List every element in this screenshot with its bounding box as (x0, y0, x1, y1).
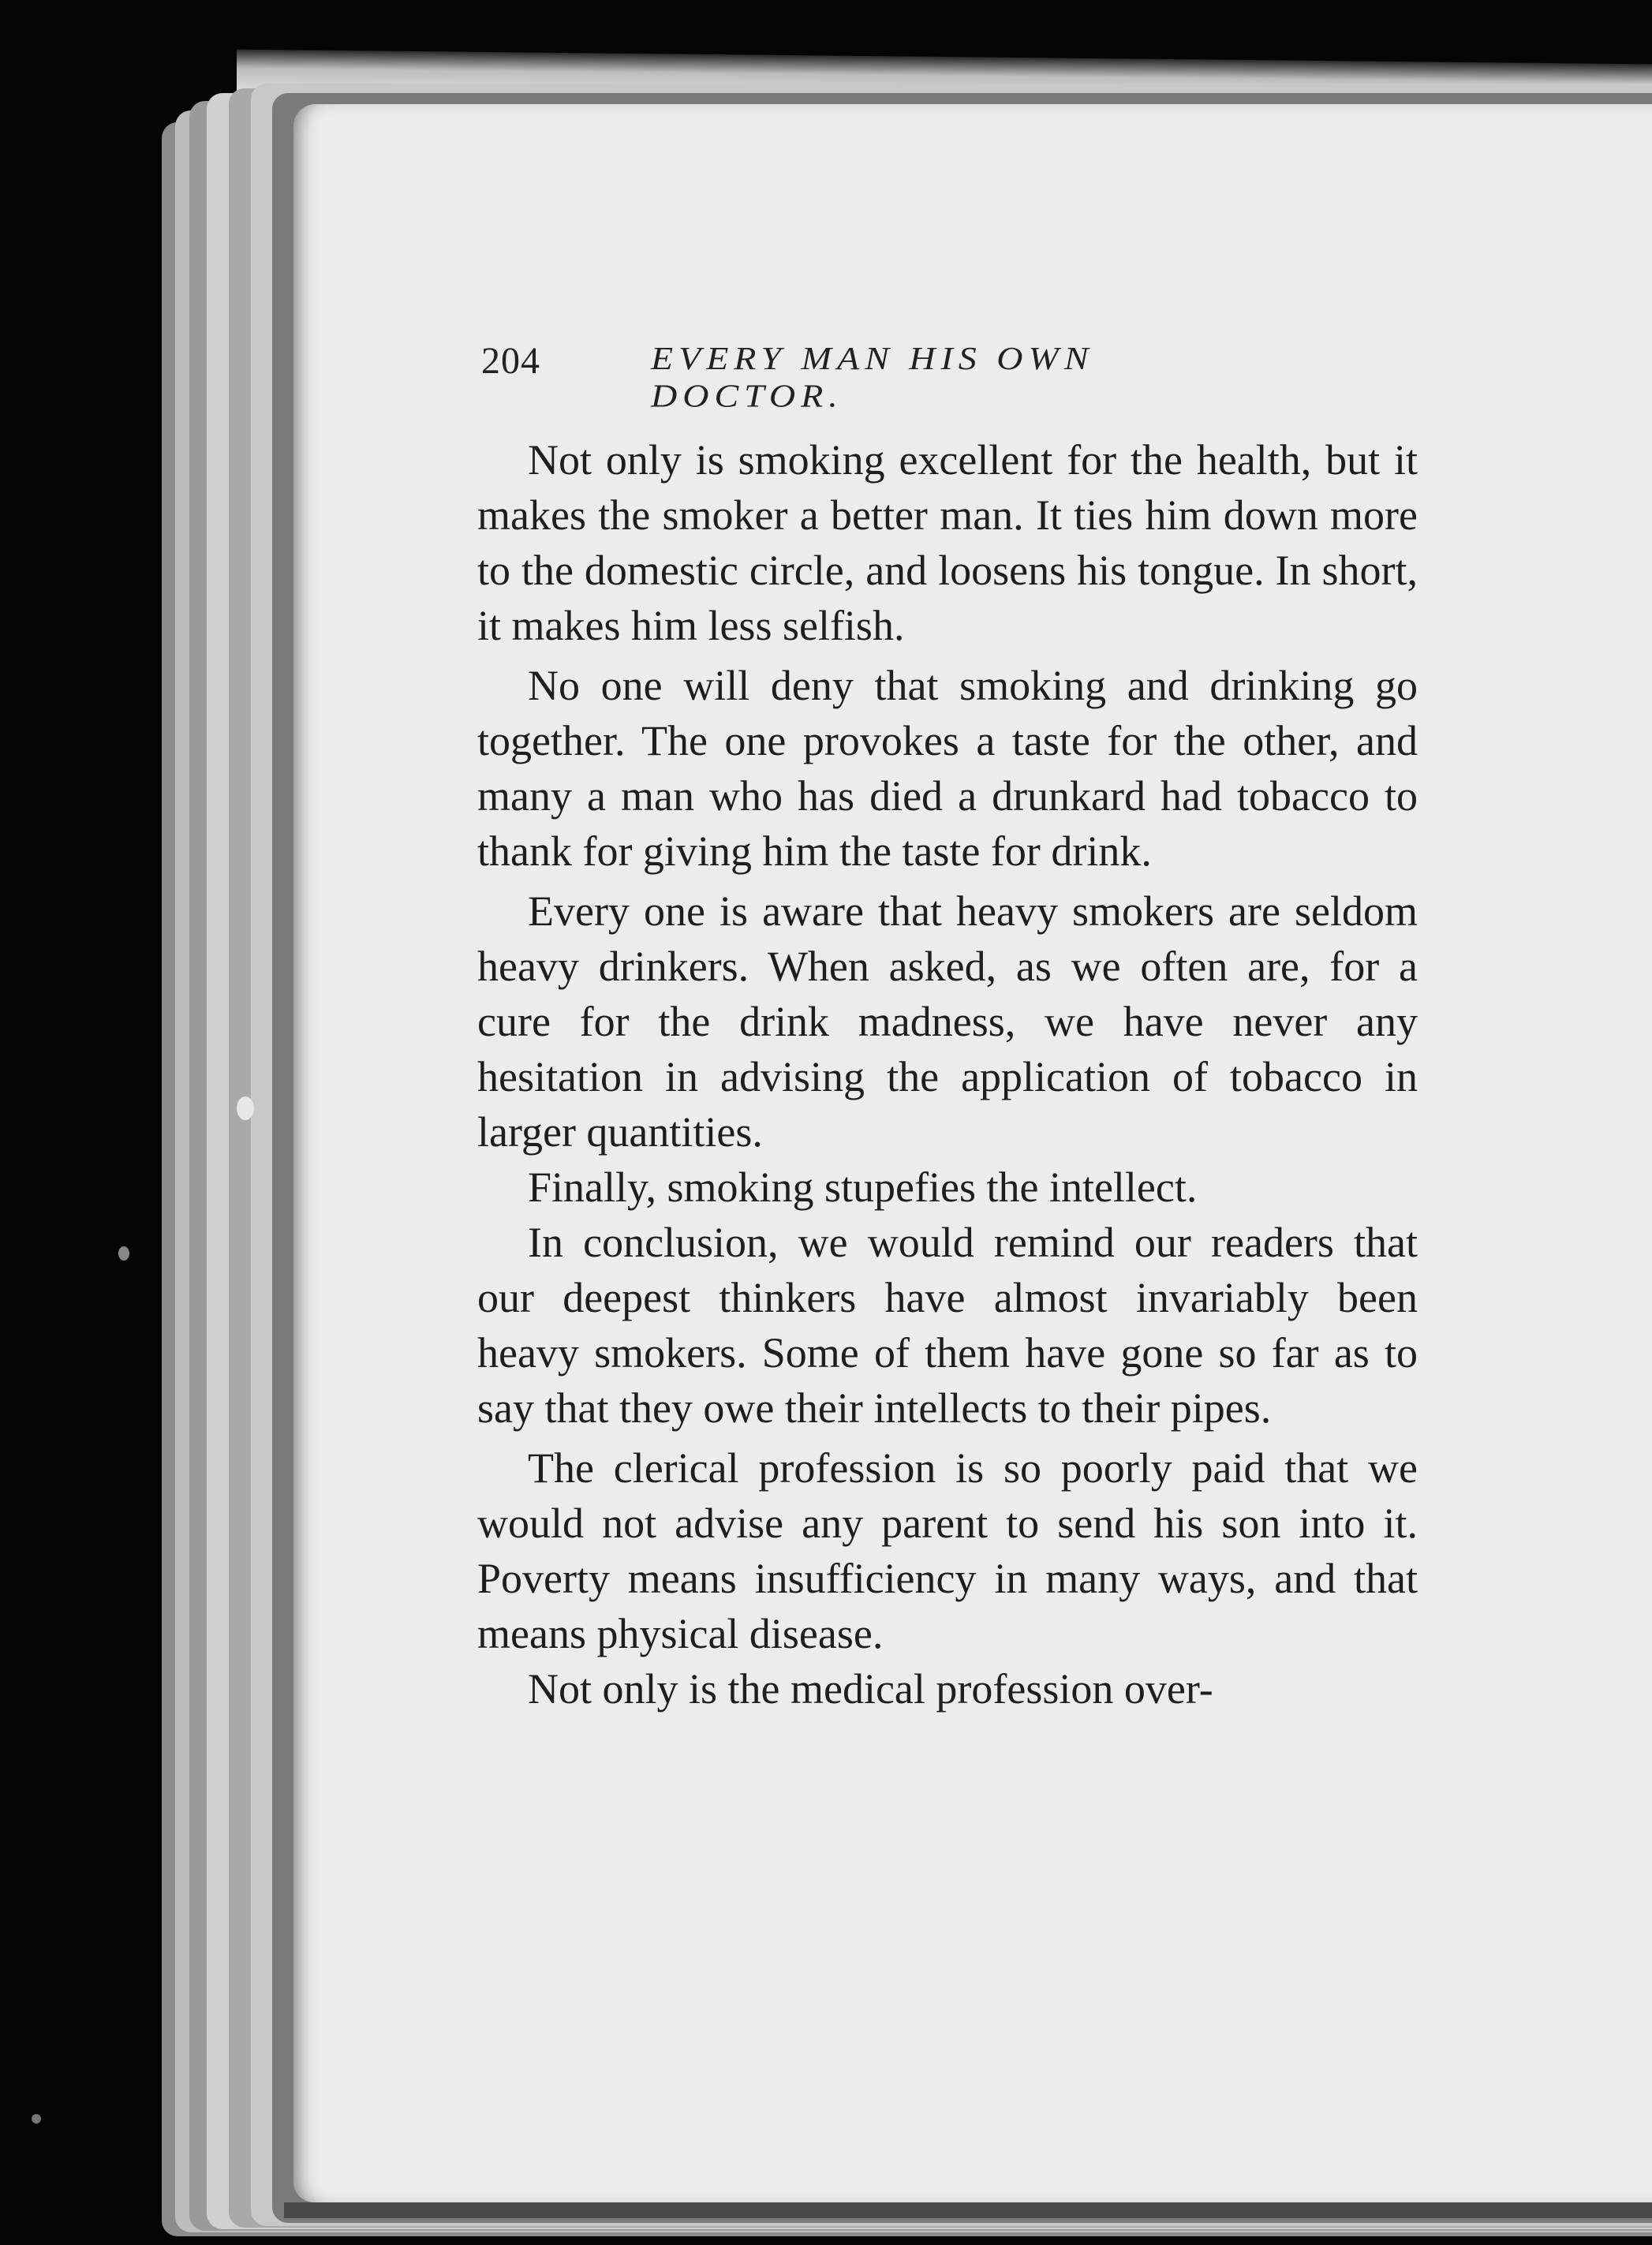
paragraph: Not only is the medical profession over- (528, 1665, 1213, 1713)
running-head (481, 339, 1278, 414)
scan-speck (32, 2114, 41, 2124)
paragraph: In conclusion, we would remind our readers that our deepest thinkers have almost invariably been heavy smokers. Some of them have gone so far as to say that they owe their intellects to their pipes. (477, 1219, 1418, 1432)
paragraph: The clerical profession is so poorly paid that we would not advise any parent to send his son into it. Poverty means insufficiency in many ways, and that means physical disease. (477, 1444, 1418, 1657)
page-number: 204 (481, 340, 540, 382)
paragraph: Not only is smoking excellent for the health, but it makes the smoker a better man. It ties him down more to the domestic circle, and loosens his tongue. In short, it makes him less selfish. (477, 436, 1418, 649)
paragraph: No one will deny that smoking and drinking go together. The one provokes a taste for the other, and many a man who has died a drunkard had tobacco to thank for giving him the taste for drink. (477, 662, 1418, 875)
book-bottom-edge (284, 2202, 1652, 2218)
paragraph: Every one is aware that heavy smokers are seldom heavy drinkers. When asked, as we often are, for a cure for the drink madness, we have never any hesitation in advising the application of tobacco in larger quantities. (477, 887, 1418, 1156)
scan-speck (118, 1246, 129, 1261)
running-title: EVERY MAN HIS OWN DOCTOR. (651, 339, 1094, 414)
scan-speck (237, 1096, 254, 1120)
paragraph: Finally, smoking stupefies the intellect. (528, 1164, 1198, 1211)
body-text (477, 432, 1418, 1716)
